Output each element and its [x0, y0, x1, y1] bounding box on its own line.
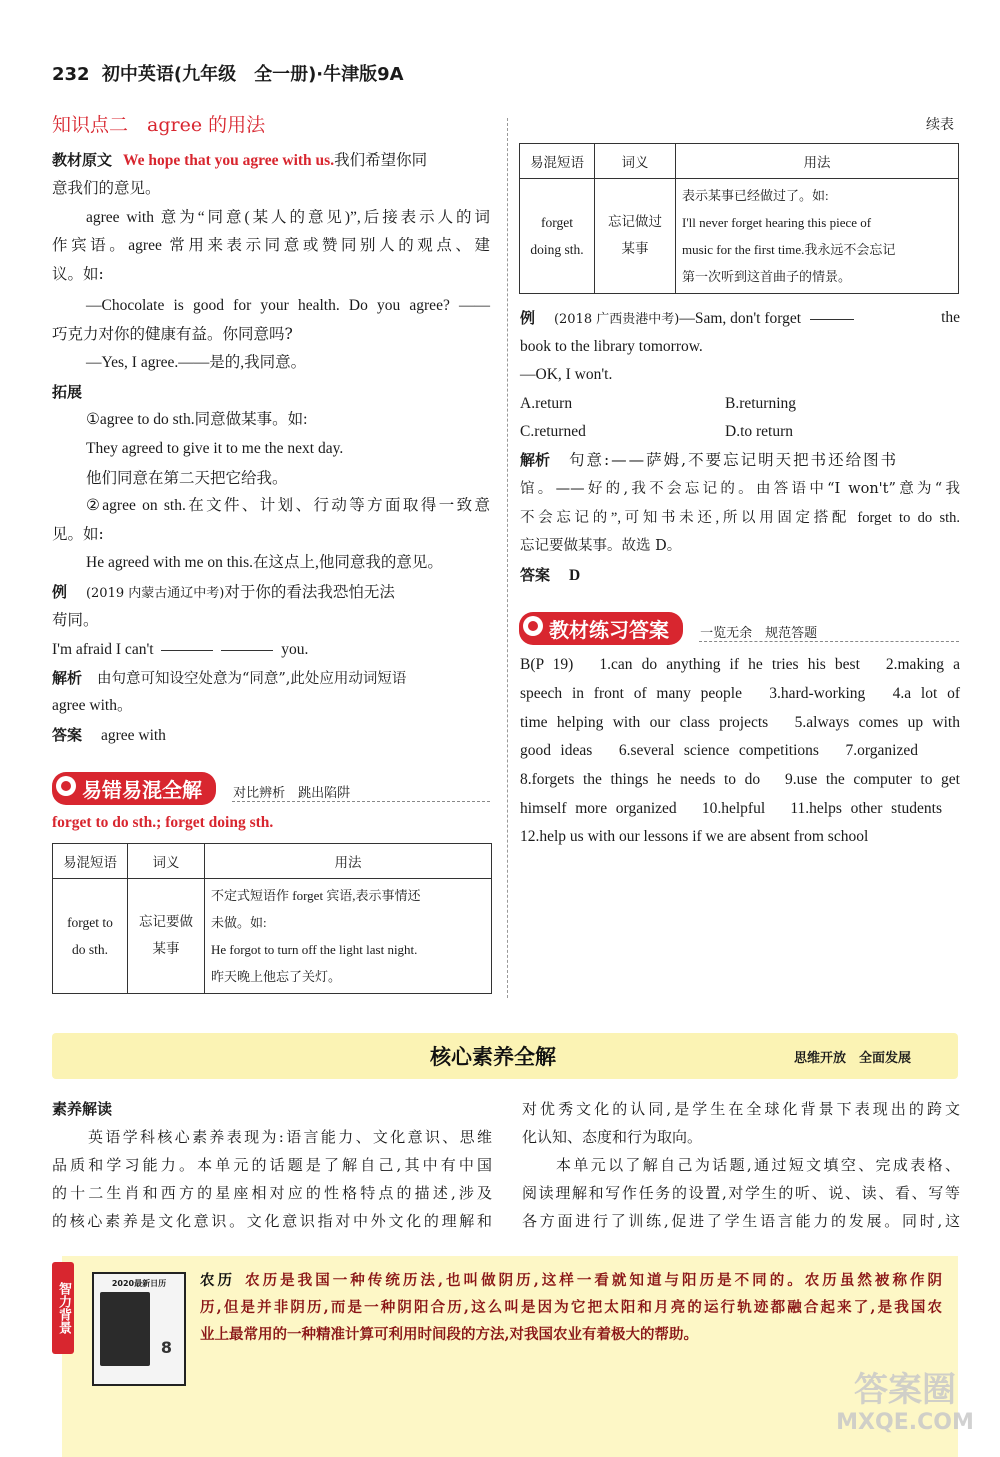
practice-banner	[519, 612, 959, 642]
usage-line-4: 第一次听到这首曲子的情景。	[682, 269, 852, 284]
page-number: 232	[52, 64, 90, 85]
usage-line-1: 不定式短语作 forget 宾语,表示事情还	[211, 888, 421, 903]
right-example-line-3: —OK, I won't.	[520, 366, 613, 383]
dialog2: —Yes, I agree.——是的,我同意。	[86, 354, 307, 371]
practice-banner-rule	[699, 641, 959, 642]
table-header-phrase: 易混短语	[53, 844, 128, 879]
speaker-icon	[523, 616, 543, 636]
table-row	[520, 179, 959, 294]
original-en: We hope that you agree with us.	[122, 152, 335, 169]
answer-blank-3[interactable]	[810, 318, 854, 320]
watermark-url: MXQE.COM	[836, 1410, 974, 1435]
confuse-banner-rule	[232, 801, 490, 802]
right-answer-label: 答案	[520, 566, 551, 584]
left-analysis-text-1: 由句意可知设空处意为“同意”,此处应用动词短语	[96, 671, 407, 687]
table-header-meaning: 词义	[595, 144, 676, 179]
table-header-row	[53, 844, 492, 879]
watermark-text: 答案圈	[854, 1370, 956, 1410]
phrase-line-1: forget	[541, 215, 573, 230]
practice-line-4: good ideas 6.several science competitions 7.organized	[520, 742, 918, 759]
practice-line-7: 12.help us with our lessons if we are absent from school	[520, 828, 869, 845]
confuse-table-left	[52, 843, 492, 994]
core-left-line-3: 的十二生肖和西方的星座相对应的性格特点的描述,涉及	[52, 1184, 492, 1202]
confuse-banner	[52, 772, 490, 802]
right-example-label: 例	[520, 309, 536, 327]
practice-line-2: speech in front of many people 3.hard-working 4.a lot of	[520, 685, 960, 702]
core-right-line-1: 对优秀文化的认同,是学生在全球化背景下表现出的跨文	[522, 1100, 960, 1118]
confuse-banner-tag	[52, 772, 216, 805]
left-analysis-line-1	[52, 664, 490, 694]
option-d[interactable]: D.to return	[725, 423, 794, 440]
core-banner-title: 核心素养全解	[430, 1045, 556, 1069]
practice-banner-tag	[519, 612, 683, 645]
right-analysis-label: 解析	[520, 451, 551, 469]
table-cell-meaning	[595, 179, 676, 294]
phrase-line-2: do sth.	[71, 942, 108, 957]
usage-line-2: 未做。如:	[211, 915, 267, 930]
core-left-line-2: 品质和学习能力。本单元的话题是了解自己,其中有中国	[52, 1156, 492, 1174]
table-header-usage: 用法	[205, 844, 492, 879]
table-cell-usage	[676, 179, 959, 294]
wisdom-line-3: 业上最常用的一种精准计算可利用时间段的方法,对我国农业有着极大的帮助。	[200, 1326, 699, 1343]
confuse-banner-sub: 对比辨析 跳出陷阱	[233, 786, 351, 801]
table-header-phrase: 易混短语	[520, 144, 595, 179]
confuse-title: forget to do sth.; forget doing sth.	[52, 814, 274, 831]
left-analysis-label: 解析	[52, 669, 83, 687]
practice-line-1: B(P 19) 1.can do anything if he tries his best 2.making a	[520, 656, 960, 673]
calendar-image	[92, 1272, 186, 1386]
table-header-meaning: 词义	[128, 844, 205, 879]
core-right-line-2: 化认知、态度和行为取向。	[522, 1128, 703, 1146]
right-example-text-a: —Sam, don't forget	[679, 310, 802, 327]
table-cell-meaning	[128, 879, 205, 994]
confuse-table-right	[519, 143, 959, 294]
core-right-line-5: 各方面进行了训练,促进了学生语言能力的发展。同时,这	[522, 1212, 960, 1230]
original-label: 教材原文	[52, 151, 113, 169]
table-row	[53, 879, 492, 994]
right-example-line-1	[520, 304, 960, 335]
practice-line-3: time helping with our class projects 5.always comes up with	[520, 714, 960, 731]
answer-blank-2[interactable]	[221, 649, 273, 651]
core-label: 素养解读	[52, 1100, 113, 1118]
calendar-number: 8	[160, 1338, 172, 1357]
practice-banner-text: 教材练习答案	[549, 618, 669, 642]
usage-line-1: 表示某事已经做过了。如:	[682, 188, 829, 203]
right-example-text-b: the	[941, 309, 960, 326]
para1-line-2: 作宾语。agree 常用来表示同意或赞同别人的观点、建	[52, 237, 490, 254]
table-header-row	[520, 144, 959, 179]
right-analysis-text-3: 不会忘记的”,可知书未还,所以用固定搭配 forget to do sth.	[520, 510, 960, 526]
left-example-sentence	[52, 636, 308, 665]
core-left-line-4: 的核心素养是文化意识。文化意识指对中外文化的理解和	[52, 1212, 492, 1230]
option-b[interactable]: B.returning	[725, 395, 797, 412]
ext2-line-3: He agreed with me on this.在这点上,他同意我的意见。	[86, 554, 443, 571]
original-zh-2: 意我们的意见。	[52, 179, 161, 197]
wisdom-term: 农历	[200, 1272, 236, 1289]
ext2-line-2: 见。如:	[52, 525, 104, 543]
right-answer	[520, 561, 580, 591]
table-header-usage: 用法	[676, 144, 959, 179]
ext1-line-2: They agreed to give it to me the next day.	[86, 440, 344, 457]
table-cell-usage	[205, 879, 492, 994]
core-right-line-3: 本单元以了解自己为话题,通过短文填空、完成表格、	[556, 1156, 960, 1174]
wisdom-side-tag	[52, 1262, 74, 1354]
left-answer	[52, 721, 166, 751]
right-analysis-text-4: 忘记要做某事。故选 D。	[520, 538, 682, 554]
meaning-line-2: 某事	[152, 941, 180, 957]
dialog1-line-1: —Chocolate is good for your health. Do you agree? ——	[86, 297, 490, 314]
right-answer-text: D	[568, 567, 581, 584]
core-banner-sub: 思维开放 全面发展	[794, 1051, 912, 1066]
practice-banner-sub: 一览无余 规范答题	[700, 626, 818, 641]
wisdom-line-2: 历,但是并非阴历,而是一种阴阳合历,这么叫是因为它把太阳和月亮的运行轨迹都融合起来了,是我国农	[200, 1299, 942, 1316]
calendar-picture	[100, 1292, 150, 1366]
usage-line-3: He forgot to turn off the light last night.	[211, 942, 418, 957]
continued-label: 续表	[926, 117, 954, 133]
dialog1-line-2: 巧克力对你的健康有益。你同意吗?	[52, 325, 293, 343]
practice-line-5: 8.forgets the things he needs to do 9.use the computer to get	[520, 771, 960, 788]
right-analysis-text-2: 馆。——好的,我不会忘记的。由答语中“I won't”意为“我	[520, 481, 960, 497]
para1-line-1: agree with 意为“同意(某人的意见)”,后接表示人的词	[86, 209, 490, 226]
table-cell-phrase	[53, 879, 128, 994]
wisdom-line-1	[200, 1267, 942, 1296]
speaker-icon	[56, 776, 76, 796]
left-example-source: (2019 内蒙古通辽中考)	[85, 586, 225, 601]
watermark	[820, 1370, 990, 1436]
usage-line-2: I'll never forget hearing this piece of	[682, 215, 872, 230]
right-analysis-line-1	[520, 446, 960, 475]
ext1-line-1: ①agree to do sth.同意做某事。如:	[86, 411, 308, 428]
para1-line-3: 议。如:	[52, 265, 104, 283]
left-example-zh-1: 对于你的看法我恐怕无法	[224, 583, 395, 601]
phrase-line-2: doing sth.	[530, 242, 584, 257]
right-example-source: (2018 广西贵港中考)	[553, 312, 680, 327]
usage-line-3: music for the first time.我永远不会忘记	[682, 242, 896, 257]
meaning-line-1: 忘记要做	[139, 914, 193, 930]
ext1-line-3: 他们同意在第二天把它给我。	[86, 469, 288, 487]
left-example-line-1	[52, 578, 490, 609]
original-zh-1: 我们希望你同	[334, 151, 428, 169]
wisdom-side-tag-text: 智力背景	[56, 1282, 71, 1334]
option-a[interactable]: A.return	[520, 395, 573, 412]
core-left-line-1: 英语学科核心素养表现为:语言能力、文化意识、思维	[88, 1128, 492, 1146]
right-analysis-text-1: 句意:——萨姆,不要忘记明天把书还给图书	[568, 451, 899, 469]
left-answer-label: 答案	[52, 726, 83, 744]
meaning-line-2: 某事	[621, 241, 649, 257]
table-cell-phrase	[520, 179, 595, 294]
confuse-banner-text: 易错易混全解	[82, 778, 202, 802]
ext2-line-1: ②agree on sth.在文件、计划、行动等方面取得一致意	[86, 497, 490, 514]
phrase-line-1: forget to	[67, 915, 113, 930]
practice-line-6: himself more organized 10.helpful 11.helps other students	[520, 800, 942, 817]
section-title: 知识点二 agree 的用法	[52, 114, 266, 136]
right-example-line-2: book to the library tomorrow.	[520, 338, 703, 355]
column-divider	[507, 118, 508, 998]
left-answer-text: agree with	[100, 727, 166, 744]
usage-line-4: 昨天晚上他忘了关灯。	[211, 969, 342, 984]
calendar-title: 2020最新日历	[111, 1279, 167, 1288]
book-title: 初中英语(九年级 全一册)·牛津版9A	[101, 64, 404, 85]
left-example-sentence-a: I'm afraid I can't	[52, 641, 154, 658]
wisdom-text-1: 农历是我国一种传统历法,也叫做阴历,这样一看就知道与阳历是不同的。农历虽然被称作阴	[245, 1272, 943, 1289]
left-example-label: 例	[52, 583, 68, 601]
page-header	[52, 60, 404, 86]
left-example-zh-2: 苟同。	[52, 611, 99, 629]
left-analysis-text-2: agree with。	[52, 697, 133, 714]
core-banner	[52, 1033, 958, 1079]
left-example-sentence-b: you.	[281, 641, 309, 658]
extend-label: 拓展	[52, 383, 83, 401]
original-line-1	[52, 146, 490, 176]
core-right-line-4: 阅读理解和写作任务的设置,对学生的听、说、读、看、写等	[522, 1184, 960, 1202]
option-c[interactable]: C.returned	[520, 423, 586, 440]
meaning-line-1: 忘记做过	[608, 214, 662, 230]
answer-blank-1[interactable]	[161, 649, 213, 651]
